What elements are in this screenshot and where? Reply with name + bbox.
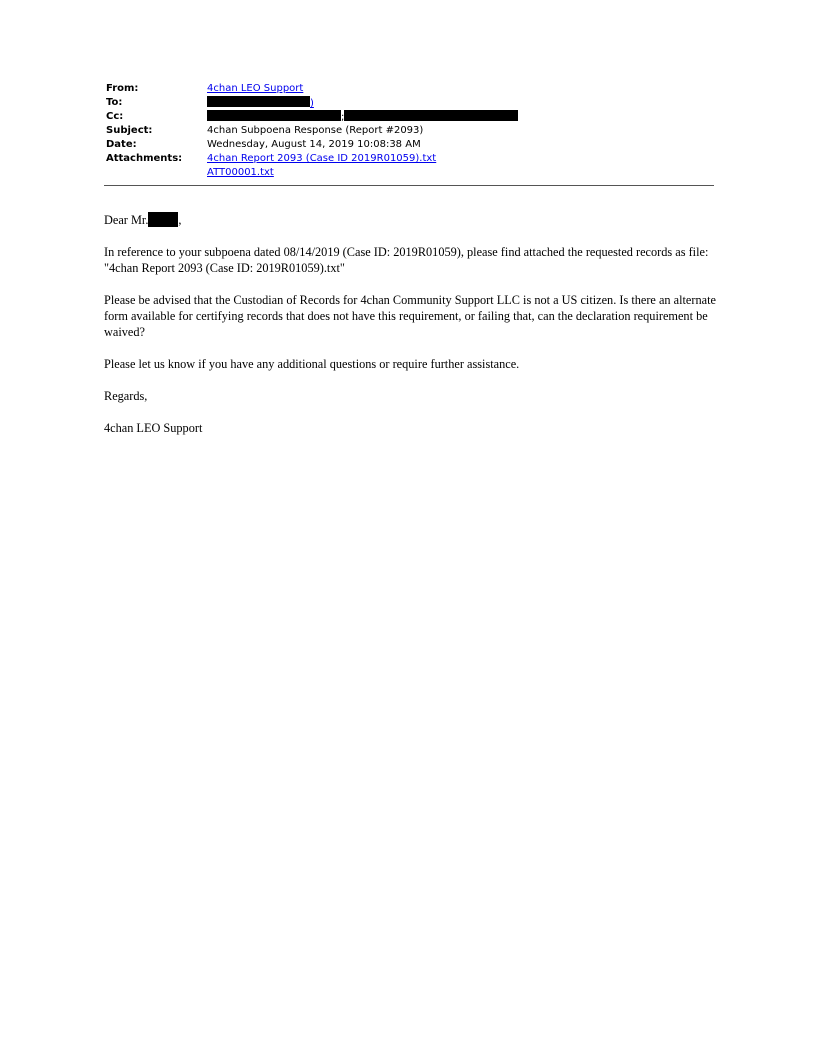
- salutation-suffix: ,: [178, 213, 182, 227]
- salutation: [104, 212, 716, 228]
- body-paragraph-1: In reference to your subpoena dated 08/14/2019 (Case ID: 2019R01059), please find attached the requested records as file: "4chan Report 2093 (Case ID: 2019R01059).txt": [104, 245, 709, 275]
- cc-redaction-box-1: [207, 110, 341, 121]
- date-label: Date:: [106, 139, 137, 150]
- cc-separator: ;: [341, 112, 345, 123]
- recipient-name-redaction-box: [148, 212, 178, 227]
- closing: Regards,: [104, 389, 148, 403]
- cc-row: [105, 110, 714, 124]
- to-value: [207, 96, 314, 111]
- from-link[interactable]: 4chan LEO Support: [207, 83, 304, 94]
- subject-label: Subject:: [106, 125, 153, 136]
- signature: 4chan LEO Support: [104, 421, 203, 435]
- to-row: [105, 96, 714, 110]
- body-paragraph-3: Please let us know if you have any additional questions or require further assistance.: [104, 357, 520, 371]
- to-label: To:: [106, 97, 123, 108]
- email-header: [105, 82, 714, 180]
- cc-redaction-box-2: [344, 110, 518, 121]
- body-paragraph-2: Please be advised that the Custodian of Records for 4chan Community Support LLC is not a US citizen. Is there an alternate form available for certifying records that does not have this requirement, or failing that, can the declaration requirement be waived?: [104, 293, 716, 339]
- header-divider: [104, 185, 714, 186]
- from-row: [105, 82, 714, 96]
- date-row: [105, 138, 714, 152]
- email-body: [104, 212, 716, 452]
- cc-value: [207, 110, 518, 125]
- cc-label: Cc:: [106, 111, 124, 122]
- to-redaction-box: [207, 96, 310, 107]
- attachment-link-report[interactable]: 4chan Report 2093 (Case ID 2019R01059).txt: [207, 153, 437, 164]
- subject-row: [105, 124, 714, 138]
- date-value: Wednesday, August 14, 2019 10:08:38 AM: [207, 139, 421, 150]
- attachments-row-2: [105, 166, 714, 180]
- attachments-label: Attachments:: [106, 153, 183, 164]
- attachments-row: [105, 152, 714, 166]
- attachment-link-att00001[interactable]: ATT00001.txt: [207, 167, 274, 178]
- to-link-suffix[interactable]: ): [310, 98, 314, 109]
- from-label: From:: [106, 83, 139, 94]
- salutation-prefix: Dear Mr.: [104, 213, 149, 227]
- subject-value: 4chan Subpoena Response (Report #2093): [207, 125, 424, 136]
